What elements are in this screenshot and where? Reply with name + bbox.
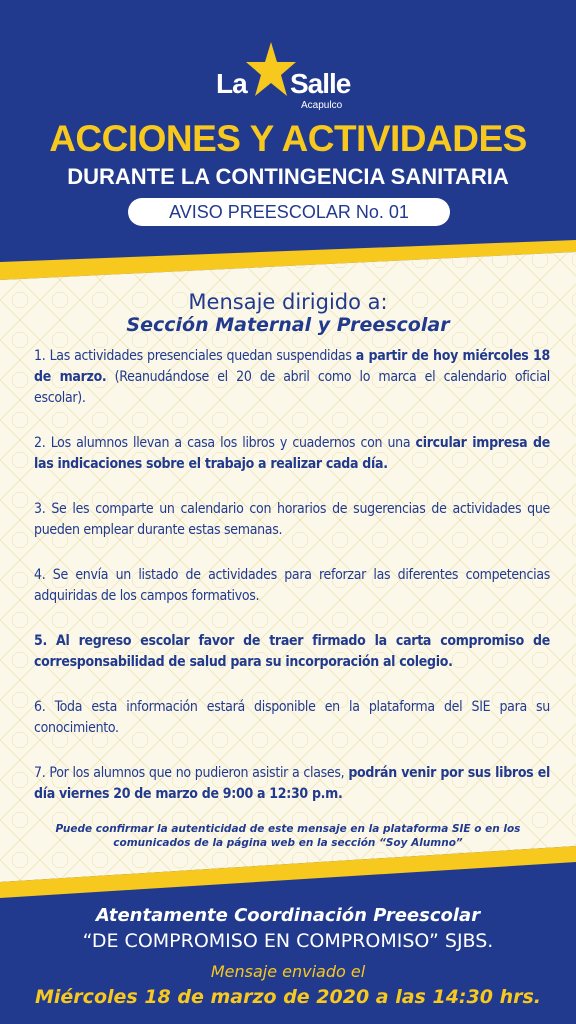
item-text: 1. Las actividades presenciales quedan suspendidas	[34, 348, 356, 364]
item-text: 4. Se envía un listado de actividades para reforzar las diferentes competencias adquiridas de los campos formativos.	[34, 567, 550, 604]
star-icon	[246, 40, 296, 100]
list-item	[34, 346, 550, 409]
item-text-bold: a partir de hoy miércoles 18 de marzo.	[34, 348, 550, 385]
logo-text-la: La	[216, 68, 247, 99]
list-item	[34, 631, 550, 673]
item-text-bold: circular impresa de las indicaciones sobre el trabajo a realizar cada día.	[34, 435, 550, 472]
footer-sent-label: Mensaje enviado el	[210, 962, 366, 981]
footer-motto: “DE COMPROMISO EN COMPROMISO” SJBS.	[82, 930, 494, 952]
list-item	[34, 565, 550, 607]
message-audience: Sección Maternal y Preescolar	[126, 314, 450, 336]
list-item	[34, 763, 550, 805]
item-text-bold: 5. Al regreso escolar favor de traer firmado la carta compromiso de corresponsabilidad de salud para su incorporación al colegio.	[34, 633, 550, 670]
page-subtitle: DURANTE LA CONTINGENCIA SANITARIA	[67, 164, 509, 189]
announcement-list	[34, 346, 550, 829]
item-text: (Reanudándose el 20 de abril como lo marca el calendario oficial escolar).	[34, 369, 551, 406]
item-text: 3. Se les comparte un calendario con horarios de sugerencias de actividades que pueden emplear durante estas semanas.	[34, 501, 550, 538]
list-item	[34, 697, 550, 739]
item-text: 7. Por los alumnos que no pudieron asistir a clases,	[34, 765, 349, 781]
item-text: 2. Los alumnos llevan a casa los libros y cuadernos con una	[34, 435, 416, 451]
verification-note: Puede confirmar la autenticidad de este mensaje en la plataforma SIE o en los comunicados de la página web en la sección “Soy Alumno”	[55, 823, 521, 849]
lasalle-logo	[0, 40, 576, 110]
page-title: ACCIONES Y ACTIVIDADES	[49, 118, 527, 159]
logo-location: Acapulco	[301, 100, 343, 111]
footer-signature: Atentamente Coordinación Preescolar	[95, 905, 481, 926]
message-heading: Mensaje dirigido a:	[188, 290, 388, 314]
item-text-bold: podrán venir por sus libros el día viernes 20 de marzo de 9:00 a 12:30 p.m.	[34, 765, 551, 802]
list-item	[34, 499, 550, 541]
item-text: 6. Toda esta información estará disponible en la plataforma del SIE para su conocimiento.	[34, 699, 550, 736]
footer-sent-date: Miércoles 18 de marzo de 2020 a las 14:30 hrs.	[35, 986, 541, 1008]
list-item	[34, 433, 550, 475]
aviso-badge: AVISO PREESCOLAR No. 01	[128, 198, 450, 226]
logo-text-salle: Salle	[290, 68, 351, 99]
